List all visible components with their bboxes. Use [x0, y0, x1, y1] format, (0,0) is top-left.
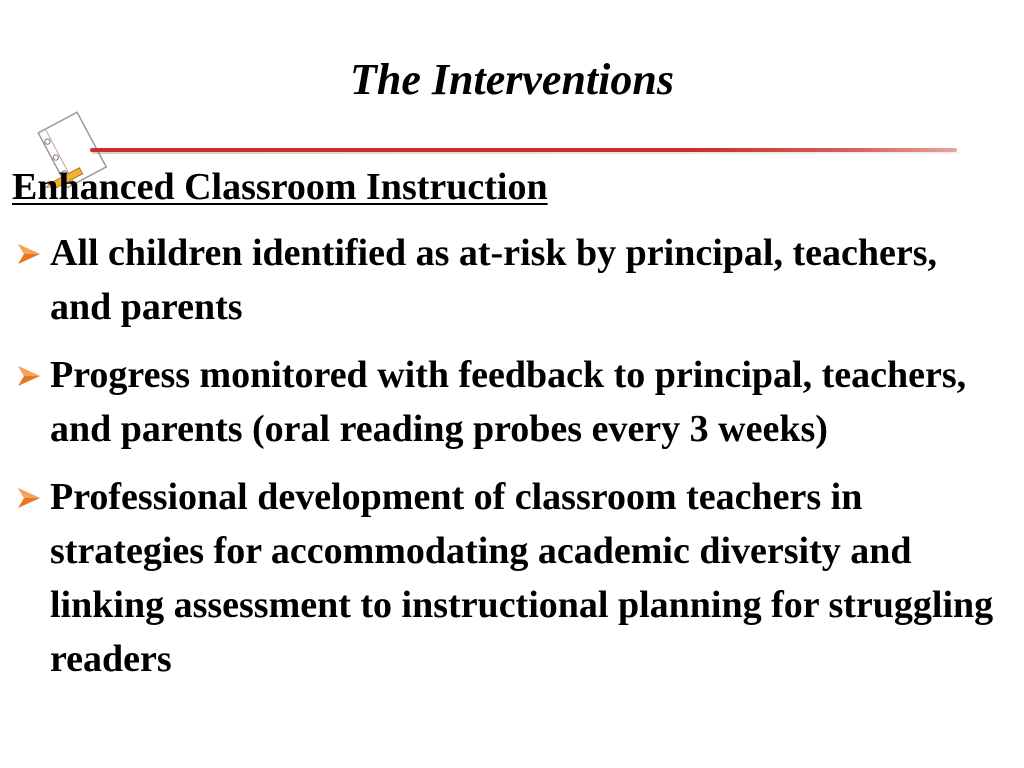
title-divider: [90, 147, 957, 155]
bullet-text: Professional development of classroom teachers in strategies for accommodating academic diversity and linking assessment to instructional planning for struggling readers: [50, 476, 994, 680]
arrow-bullet-icon: [14, 242, 44, 266]
slide-title: The Interventions: [350, 55, 674, 104]
bullet-item: [12, 470, 1002, 686]
divider-shadow: [92, 152, 959, 154]
bullet-text: Progress monitored with feedback to principal, teachers, and parents (oral reading probes every 3 weeks): [50, 354, 967, 450]
bullet-item: [12, 226, 1002, 334]
arrow-bullet-icon: [14, 364, 44, 388]
bullet-item: [12, 348, 1002, 456]
section-heading: Enhanced Classroom Instruction: [12, 166, 548, 208]
bullet-text: All children identified as at-risk by principal, teachers, and parents: [50, 232, 938, 328]
arrow-bullet-icon: [14, 486, 44, 510]
bullet-list: [12, 226, 1002, 700]
